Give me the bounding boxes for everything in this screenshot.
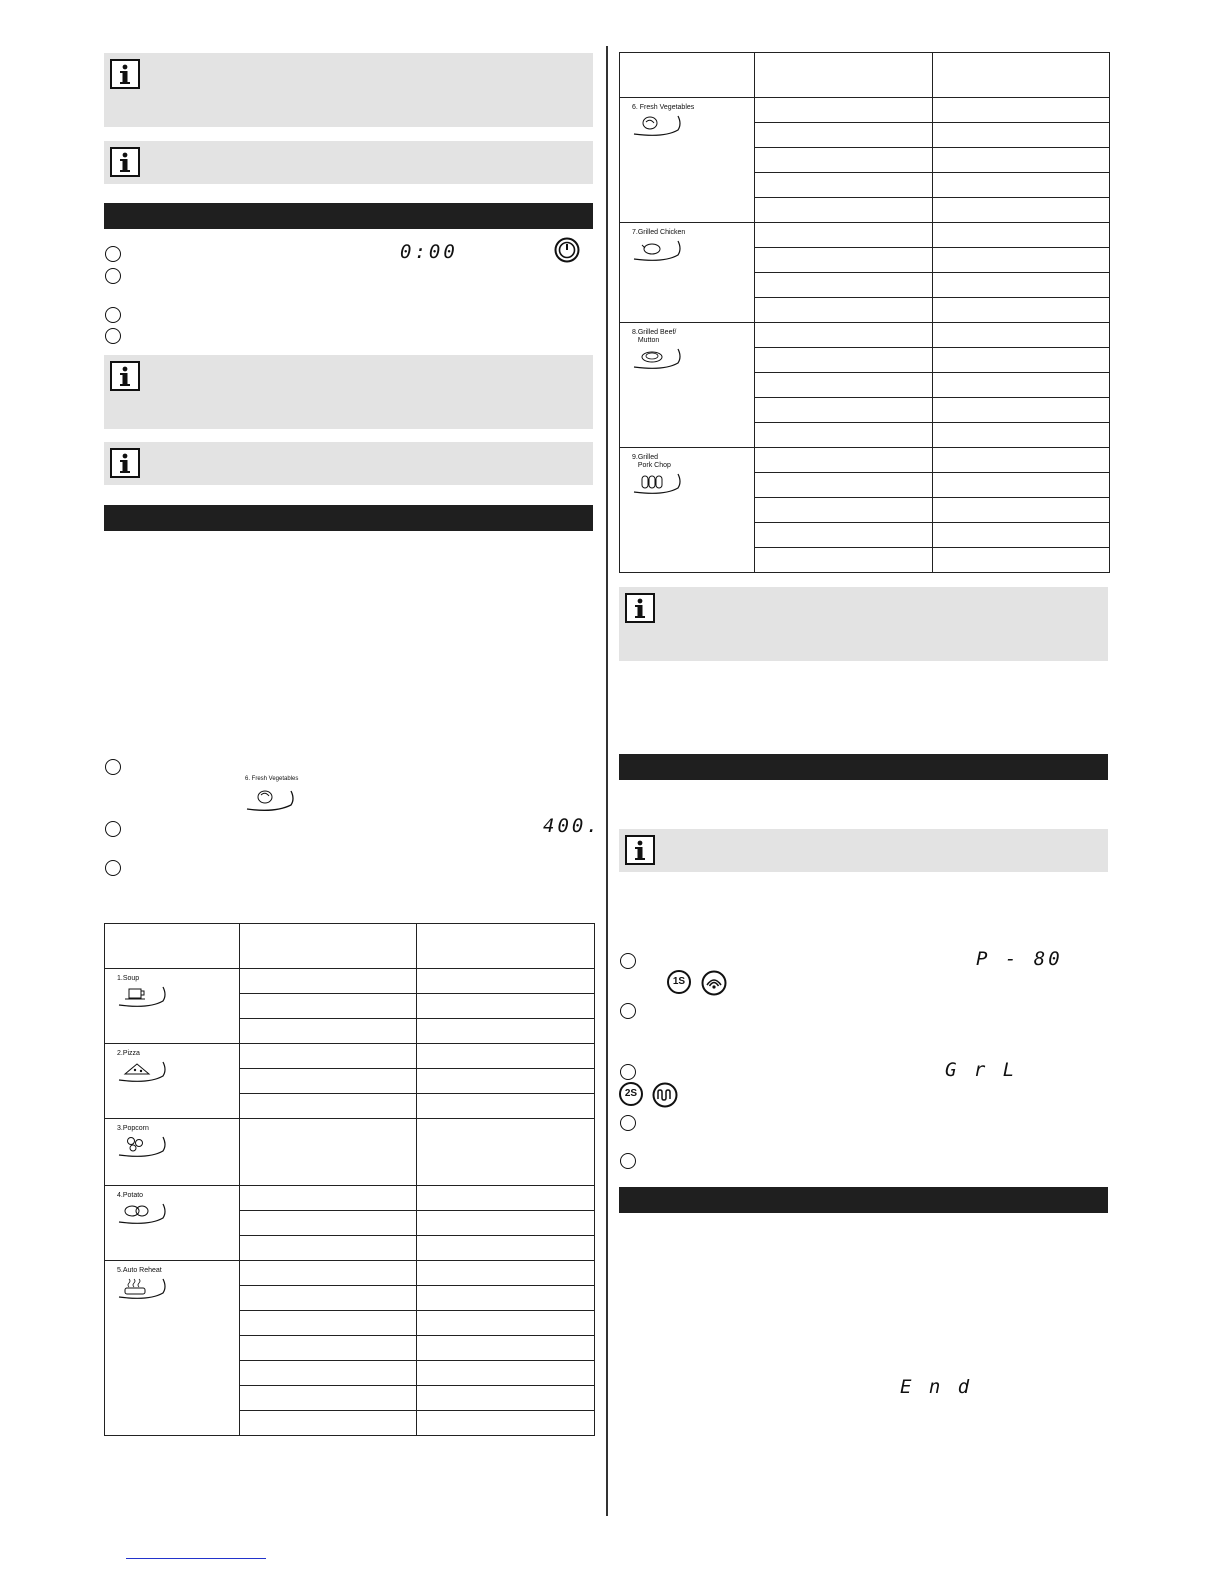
table-cell [240,1119,417,1186]
popcorn-icon [117,1135,239,1164]
table-cell [417,1094,595,1119]
weight-display: 400. [543,815,601,837]
step-marker-4 [105,328,121,344]
table-cell [755,298,933,323]
table-header-cell [240,924,417,969]
table-row [105,1119,595,1186]
pizza-icon [117,1060,239,1089]
table-cell [755,248,933,273]
table-row [105,1261,595,1286]
table-cell [755,123,933,148]
grill-icon [652,1082,678,1113]
program-cell [105,1044,240,1119]
table-cell [417,1336,595,1361]
grill-display: G r L [945,1059,1018,1081]
table-cell [755,523,933,548]
table-cell [240,1211,417,1236]
table-row [105,1186,595,1211]
table-cell [933,498,1110,523]
program-label: 5.Auto Reheat [117,1267,162,1274]
table-cell [755,398,933,423]
step-marker-1 [105,246,121,262]
step-marker-3 [105,860,121,876]
table-cell [933,123,1110,148]
table-cell [933,298,1110,323]
table-header-row [620,53,1110,98]
table-cell [933,473,1110,498]
table-header-cell [105,924,240,969]
program-label: 2.Pizza [117,1050,140,1057]
program-cell [620,323,755,448]
table-cell [417,1044,595,1069]
table-cell [240,1236,417,1261]
vegetables-icon [245,783,297,813]
table-row [105,1044,595,1069]
table-cell [755,548,933,573]
timer-knob-icon [554,237,580,268]
info-icon [110,361,140,391]
power-display: P - 80 [976,948,1063,970]
table-cell [240,969,417,994]
fresh-vegetables-inline [245,776,298,818]
vegetables-icon [632,114,754,143]
table-row [620,448,1110,473]
table-cell [417,1186,595,1211]
table-cell [417,1411,595,1436]
info-icon [110,59,140,89]
program-cell [620,223,755,323]
step-marker-4 [620,1115,636,1131]
table-cell [933,348,1110,373]
table-cell [755,423,933,448]
info-icon [110,448,140,478]
pork-chop-icon [632,472,754,501]
table-cell [933,198,1110,223]
table-cell [755,448,933,473]
section-header-bar [619,1187,1108,1213]
table-cell [240,1336,417,1361]
reheat-icon [117,1277,239,1306]
program-cell [105,1119,240,1186]
section-header-bar [619,754,1108,780]
step-marker-2 [620,1003,636,1019]
table-cell [417,1386,595,1411]
table-header-cell [755,53,933,98]
table-cell [417,1019,595,1044]
table-cell [755,498,933,523]
step-marker-3 [620,1064,636,1080]
table-cell [755,223,933,248]
program-cell [105,1186,240,1261]
info-note-6 [619,829,1108,872]
table-row [620,223,1110,248]
table-cell [933,273,1110,298]
table-cell [417,1311,595,1336]
info-note-1 [104,53,593,127]
potato-icon [117,1202,239,1231]
table-cell [240,1069,417,1094]
table-cell [755,173,933,198]
program-label: 1.Soup [117,975,140,982]
table-cell [417,969,595,994]
table-cell [933,223,1110,248]
table-cell [240,1186,417,1211]
program-cell [620,448,755,573]
table-cell [933,148,1110,173]
soup-icon [117,985,239,1014]
table-cell [933,373,1110,398]
program-label: 3.Popcorn [117,1125,149,1132]
program-label: 4.Potato [117,1192,144,1199]
table-cell [240,1311,417,1336]
info-icon [110,147,140,177]
auto-menu-table-right [619,52,1110,573]
table-cell [417,1119,595,1186]
table-cell [933,523,1110,548]
table-cell [417,1261,595,1286]
table-header-row [105,924,595,969]
table-row [620,98,1110,123]
table-cell [240,1286,417,1311]
table-cell [417,994,595,1019]
info-note-4 [104,442,593,485]
program-label: 7.Grilled Chicken [632,229,686,236]
step-marker-1 [620,953,636,969]
program-label: 6. Fresh Vegetables [632,104,695,111]
two-s-button: 2S [619,1082,643,1106]
program-cell [105,969,240,1044]
table-cell [755,148,933,173]
program-label: 9.Grilled Pork Chop [632,454,671,469]
section-header-bar [104,505,593,531]
table-cell [240,994,417,1019]
table-cell [240,1386,417,1411]
step-marker-3 [105,307,121,323]
table-cell [240,1094,417,1119]
step-marker-5 [620,1153,636,1169]
table-cell [240,1411,417,1436]
table-cell [240,1044,417,1069]
table-cell [417,1286,595,1311]
table-row [620,323,1110,348]
table-row [105,969,595,994]
table-cell [240,1019,417,1044]
table-cell [755,473,933,498]
table-cell [755,373,933,398]
program-cell [620,98,755,223]
table-cell [417,1361,595,1386]
table-cell [755,198,933,223]
microwave-icon [701,970,727,1001]
step-marker-2 [105,821,121,837]
program-cell [105,1261,240,1436]
table-cell [240,1261,417,1286]
table-cell [933,173,1110,198]
table-cell [933,423,1110,448]
fresh-vegetables-label: 6. Fresh Vegetables [245,776,299,782]
table-cell [755,323,933,348]
table-cell [417,1236,595,1261]
step-marker-1 [105,759,121,775]
section-header-bar [104,203,593,229]
info-icon [625,835,655,865]
auto-menu-table-left [104,923,595,1436]
chicken-icon [632,239,754,268]
clock-display: 0:00 [400,241,458,263]
table-cell [755,273,933,298]
footer-link-underline [126,1558,266,1559]
end-display: E n d [900,1376,973,1398]
table-cell [933,448,1110,473]
table-cell [933,548,1110,573]
table-cell [240,1361,417,1386]
info-note-5 [619,587,1108,661]
table-cell [933,98,1110,123]
table-cell [417,1211,595,1236]
table-header-cell [620,53,755,98]
table-header-cell [417,924,595,969]
table-cell [755,98,933,123]
one-s-button: 1S [667,970,691,994]
table-cell [417,1069,595,1094]
info-note-3 [104,355,593,429]
beef-icon [632,347,754,376]
table-cell [755,348,933,373]
table-cell [933,398,1110,423]
step-marker-2 [105,268,121,284]
table-header-cell [933,53,1110,98]
info-icon [625,593,655,623]
program-label: 8.Grilled Beef/ Mutton [632,329,677,344]
column-divider [606,46,608,1516]
info-note-2 [104,141,593,184]
table-cell [933,323,1110,348]
table-cell [933,248,1110,273]
